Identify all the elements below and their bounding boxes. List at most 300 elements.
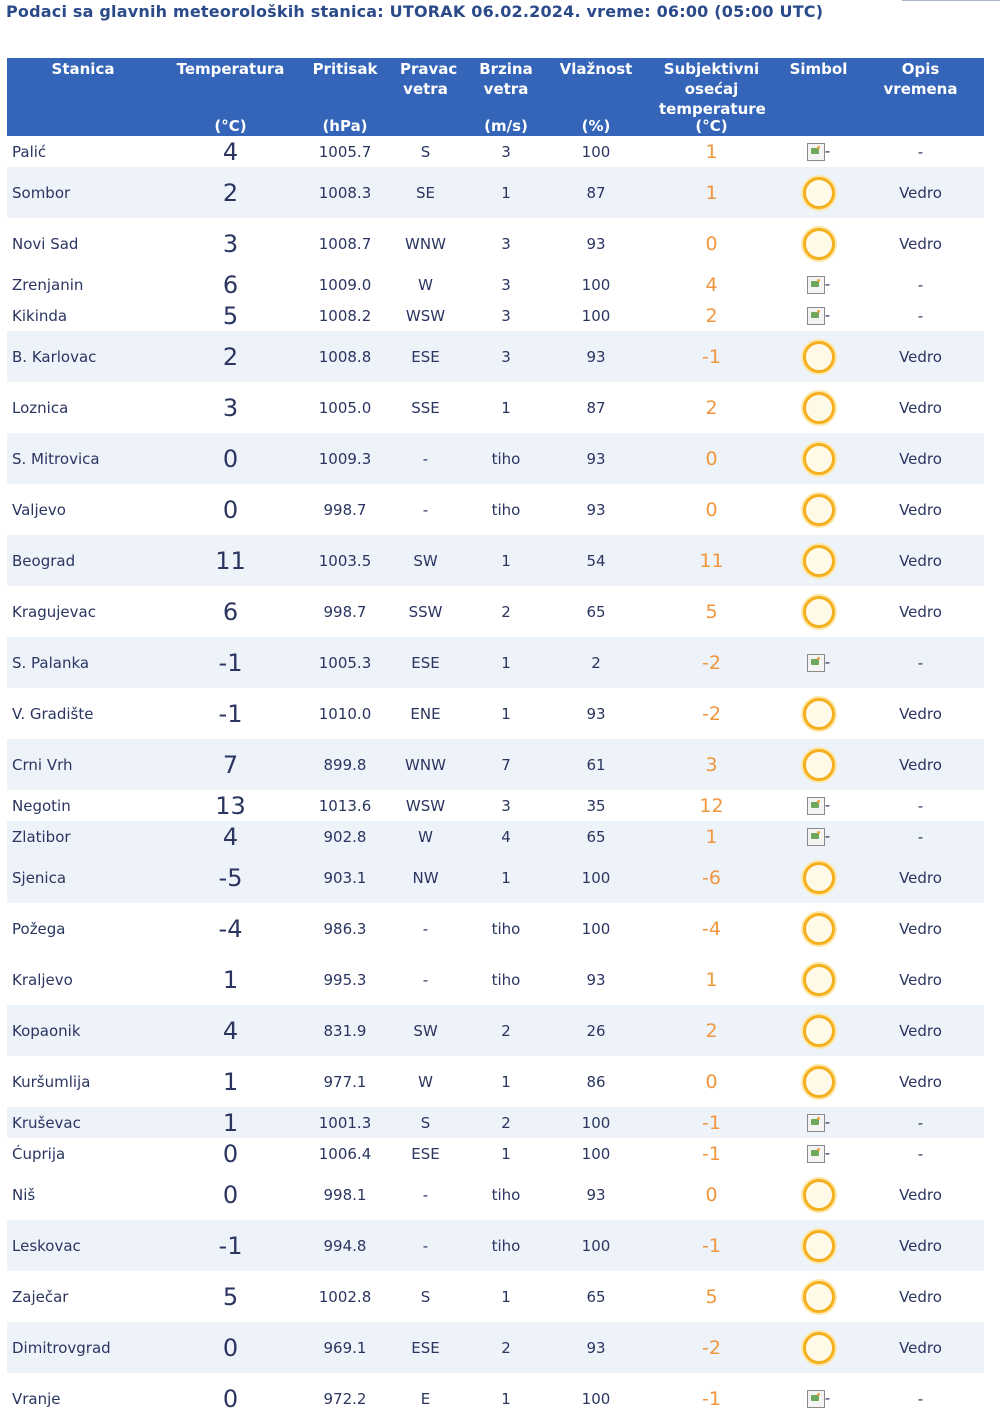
table-row bbox=[7, 637, 984, 688]
pressure-cell: 1008.2 bbox=[318, 306, 372, 325]
header-wind-speed: Brzina vetra (m/s) bbox=[463, 58, 549, 136]
header-temperature: Temperatura (°C) bbox=[159, 58, 302, 136]
symbol-cell bbox=[780, 300, 857, 331]
weather-stations-table bbox=[7, 58, 984, 1424]
humidity-cell: 87 bbox=[549, 167, 643, 218]
sun-icon bbox=[803, 913, 835, 945]
symbol-cell bbox=[780, 586, 857, 637]
wind-speed-cell: tiho bbox=[463, 433, 549, 484]
symbol-cell bbox=[780, 821, 857, 852]
pressure-cell: 998.7 bbox=[323, 500, 367, 519]
wind-speed-cell: tiho bbox=[491, 970, 521, 989]
pressure-cell: 902.8 bbox=[302, 821, 388, 852]
broken-image-icon bbox=[807, 276, 825, 294]
symbol-cell bbox=[780, 218, 857, 269]
description-cell: Vedro bbox=[857, 852, 984, 903]
temperature-cell: 0 bbox=[222, 1139, 239, 1168]
pressure-cell: 1008.3 bbox=[302, 167, 388, 218]
wind-speed-cell: 1 bbox=[463, 637, 549, 688]
table-row bbox=[7, 954, 984, 1005]
broken-image-icon bbox=[807, 307, 825, 325]
pressure-cell: 1009.3 bbox=[302, 433, 388, 484]
wind-speed-cell: 3 bbox=[501, 142, 511, 161]
table-row bbox=[7, 903, 984, 954]
humidity-cell: 65 bbox=[586, 1287, 606, 1306]
wind-direction-cell: S bbox=[420, 1287, 431, 1306]
symbol-cell bbox=[780, 1056, 857, 1107]
description-cell: Vedro bbox=[857, 535, 984, 586]
description-cell: Vedro bbox=[899, 398, 942, 417]
feels-like-cell: 11 bbox=[643, 535, 780, 586]
feels-like-cell: -1 bbox=[702, 1387, 721, 1410]
symbol-cell bbox=[780, 1107, 857, 1138]
symbol-alt-text: - bbox=[824, 653, 831, 672]
description-cell: Vedro bbox=[857, 1005, 984, 1056]
station-cell: S. Palanka bbox=[7, 637, 159, 688]
station-cell: Požega bbox=[12, 919, 66, 938]
symbol-cell bbox=[780, 739, 857, 790]
wind-direction-cell: SW bbox=[388, 535, 463, 586]
humidity-cell: 93 bbox=[586, 704, 606, 723]
description-cell: Vedro bbox=[857, 167, 984, 218]
description-cell: - bbox=[857, 1107, 984, 1138]
description-cell: - bbox=[917, 1389, 924, 1408]
description-cell: Vedro bbox=[899, 602, 942, 621]
station-cell: Kopaonik bbox=[7, 1005, 159, 1056]
humidity-cell: 100 bbox=[549, 1107, 643, 1138]
station-cell: V. Gradište bbox=[12, 704, 94, 723]
feels-like-cell: -1 bbox=[643, 331, 780, 382]
wind-direction-cell: ENE bbox=[410, 704, 441, 723]
humidity-cell: 65 bbox=[549, 821, 643, 852]
symbol-alt-text: - bbox=[824, 796, 831, 815]
symbol-alt-text: - bbox=[824, 306, 831, 325]
symbol-cell bbox=[780, 1373, 857, 1424]
table-row bbox=[7, 382, 984, 433]
wind-speed-cell: 1 bbox=[463, 852, 549, 903]
wind-speed-cell: 1 bbox=[501, 1389, 511, 1408]
table-row bbox=[7, 1107, 984, 1138]
wind-speed-cell: 1 bbox=[501, 398, 511, 417]
wind-direction-cell: SW bbox=[388, 1005, 463, 1056]
pressure-cell: 998.7 bbox=[323, 602, 367, 621]
header-description: Opis vremena bbox=[857, 58, 984, 136]
feels-like-cell: 2 bbox=[705, 396, 718, 419]
temperature-cell: -1 bbox=[218, 699, 243, 728]
temperature-cell: 2 bbox=[159, 331, 302, 382]
feels-like-cell: 4 bbox=[705, 273, 718, 296]
wind-direction-cell: ESE bbox=[388, 1322, 463, 1373]
pressure-cell: 977.1 bbox=[323, 1072, 367, 1091]
table-row bbox=[7, 739, 984, 790]
wind-direction-cell: SSW bbox=[408, 602, 443, 621]
sun-icon bbox=[803, 1332, 835, 1364]
description-cell: Vedro bbox=[899, 704, 942, 723]
feels-like-cell: 3 bbox=[643, 739, 780, 790]
sun-icon bbox=[803, 1066, 835, 1098]
table-body bbox=[7, 136, 984, 1424]
wind-speed-cell: 1 bbox=[463, 535, 549, 586]
description-cell: Vedro bbox=[857, 1322, 984, 1373]
wind-direction-cell: W bbox=[418, 275, 433, 294]
feels-like-cell: 5 bbox=[705, 600, 718, 623]
wind-speed-cell: 1 bbox=[463, 167, 549, 218]
symbol-cell bbox=[780, 903, 857, 954]
wind-direction-cell: ESE bbox=[388, 331, 463, 382]
humidity-cell: 100 bbox=[581, 275, 611, 294]
station-cell: Zlatibor bbox=[7, 821, 159, 852]
wind-speed-cell: 3 bbox=[501, 234, 511, 253]
humidity-cell: 87 bbox=[586, 398, 606, 417]
table-row bbox=[7, 1169, 984, 1220]
wind-direction-cell: - bbox=[388, 433, 463, 484]
table-row bbox=[7, 535, 984, 586]
station-cell: Sombor bbox=[7, 167, 159, 218]
broken-image-icon bbox=[807, 143, 825, 161]
wind-speed-cell: 2 bbox=[501, 602, 511, 621]
wind-speed-cell: tiho bbox=[491, 500, 521, 519]
humidity-cell: 93 bbox=[586, 234, 606, 253]
table-row bbox=[7, 790, 984, 821]
temperature-cell: -5 bbox=[159, 852, 302, 903]
description-cell: Vedro bbox=[899, 1287, 942, 1306]
table-row bbox=[7, 1322, 984, 1373]
feels-like-cell: 0 bbox=[705, 498, 718, 521]
pressure-cell: 1002.8 bbox=[318, 1287, 372, 1306]
station-cell: Palić bbox=[12, 142, 47, 161]
temperature-cell: -1 bbox=[159, 1220, 302, 1271]
top-divider bbox=[902, 0, 1000, 1]
sun-icon bbox=[803, 392, 835, 424]
temperature-cell: 3 bbox=[222, 393, 239, 422]
wind-direction-cell: S bbox=[388, 1107, 463, 1138]
symbol-alt-text: - bbox=[824, 275, 831, 294]
wind-speed-cell: 3 bbox=[501, 275, 511, 294]
header-wind-direction: Pravac vetra bbox=[388, 58, 463, 136]
wind-speed-cell: 3 bbox=[501, 796, 511, 815]
wind-speed-cell: 2 bbox=[463, 1107, 549, 1138]
symbol-cell bbox=[780, 637, 857, 688]
feels-like-cell: -2 bbox=[643, 637, 780, 688]
feels-like-cell: 2 bbox=[643, 1005, 780, 1056]
station-cell: Kuršumlija bbox=[12, 1072, 91, 1091]
wind-direction-cell: - bbox=[422, 500, 429, 519]
feels-like-cell: -1 bbox=[643, 1220, 780, 1271]
description-cell: - bbox=[917, 142, 924, 161]
pressure-cell: 831.9 bbox=[302, 1005, 388, 1056]
sun-icon bbox=[803, 1281, 835, 1313]
wind-direction-cell: SSE bbox=[411, 398, 440, 417]
broken-image-icon bbox=[807, 1145, 825, 1163]
symbol-alt-text: - bbox=[824, 827, 831, 846]
temperature-cell: 4 bbox=[159, 821, 302, 852]
temperature-cell: 4 bbox=[159, 1005, 302, 1056]
feels-like-cell: -1 bbox=[702, 1142, 721, 1165]
table-row bbox=[7, 331, 984, 382]
wind-direction-cell: - bbox=[422, 970, 429, 989]
temperature-cell: 13 bbox=[215, 791, 246, 820]
pressure-cell: 994.8 bbox=[302, 1220, 388, 1271]
wind-direction-cell: W bbox=[418, 1072, 433, 1091]
symbol-cell bbox=[780, 1138, 857, 1169]
table-row bbox=[7, 1056, 984, 1107]
symbol-cell bbox=[780, 535, 857, 586]
wind-direction-cell: WSW bbox=[405, 796, 446, 815]
humidity-cell: 93 bbox=[586, 970, 606, 989]
symbol-cell bbox=[780, 433, 857, 484]
wind-direction-cell: E bbox=[420, 1389, 431, 1408]
broken-image-icon bbox=[807, 1390, 825, 1408]
pressure-cell: 1003.5 bbox=[302, 535, 388, 586]
sun-icon bbox=[803, 341, 835, 373]
feels-like-cell: 1 bbox=[705, 968, 718, 991]
temperature-cell: -1 bbox=[159, 637, 302, 688]
station-cell: Zaječar bbox=[12, 1287, 69, 1306]
symbol-cell bbox=[780, 382, 857, 433]
station-cell: Zrenjanin bbox=[12, 275, 84, 294]
symbol-cell bbox=[780, 688, 857, 739]
humidity-cell: 65 bbox=[586, 602, 606, 621]
symbol-cell bbox=[780, 790, 857, 821]
description-cell: - bbox=[917, 796, 924, 815]
temperature-cell: 0 bbox=[159, 433, 302, 484]
table-row bbox=[7, 269, 984, 300]
station-cell: Leskovac bbox=[7, 1220, 159, 1271]
table-row bbox=[7, 433, 984, 484]
description-cell: Vedro bbox=[899, 919, 942, 938]
feels-like-cell: 0 bbox=[643, 433, 780, 484]
pressure-cell: 903.1 bbox=[302, 852, 388, 903]
temperature-cell: 1 bbox=[222, 965, 239, 994]
description-cell: Vedro bbox=[899, 1072, 942, 1091]
table-row bbox=[7, 688, 984, 739]
sun-icon bbox=[803, 1179, 835, 1211]
wind-direction-cell: SE bbox=[388, 167, 463, 218]
description-cell: Vedro bbox=[899, 500, 942, 519]
pressure-cell: 986.3 bbox=[323, 919, 367, 938]
feels-like-cell: -2 bbox=[643, 1322, 780, 1373]
feels-like-cell: 5 bbox=[705, 1285, 718, 1308]
table-row bbox=[7, 1220, 984, 1271]
temperature-cell: -4 bbox=[218, 914, 243, 943]
station-cell: Beograd bbox=[7, 535, 159, 586]
sun-icon bbox=[803, 494, 835, 526]
station-cell: Kruševac bbox=[7, 1107, 159, 1138]
humidity-cell: 93 bbox=[586, 1185, 606, 1204]
station-cell: Dimitrovgrad bbox=[7, 1322, 159, 1373]
wind-direction-cell: - bbox=[422, 1185, 429, 1204]
broken-image-icon bbox=[807, 828, 825, 846]
feels-like-cell: 12 bbox=[699, 794, 724, 817]
table-row bbox=[7, 1271, 984, 1322]
description-cell: Vedro bbox=[899, 234, 942, 253]
station-cell: Negotin bbox=[12, 796, 71, 815]
description-cell: - bbox=[857, 821, 984, 852]
pressure-cell: 1010.0 bbox=[318, 704, 372, 723]
feels-like-cell: 1 bbox=[705, 140, 718, 163]
temperature-cell: 6 bbox=[222, 270, 239, 299]
station-cell: Niš bbox=[12, 1185, 36, 1204]
description-cell: Vedro bbox=[899, 970, 942, 989]
station-cell: Kraljevo bbox=[12, 970, 73, 989]
symbol-cell bbox=[780, 331, 857, 382]
feels-like-cell: 0 bbox=[705, 1070, 718, 1093]
table-row bbox=[7, 821, 984, 852]
wind-direction-cell: ESE bbox=[411, 1144, 440, 1163]
description-cell: - bbox=[917, 1144, 924, 1163]
wind-direction-cell: WNW bbox=[405, 234, 446, 253]
humidity-cell: 100 bbox=[581, 919, 611, 938]
pressure-cell: 1001.3 bbox=[302, 1107, 388, 1138]
wind-speed-cell: 4 bbox=[463, 821, 549, 852]
symbol-cell bbox=[780, 136, 857, 167]
table-row bbox=[7, 218, 984, 269]
symbol-cell bbox=[780, 484, 857, 535]
wind-direction-cell: WNW bbox=[388, 739, 463, 790]
pressure-cell: 1009.0 bbox=[318, 275, 372, 294]
sun-icon bbox=[803, 596, 835, 628]
wind-speed-cell: 7 bbox=[463, 739, 549, 790]
humidity-cell: 100 bbox=[581, 306, 611, 325]
table-row bbox=[7, 300, 984, 331]
wind-speed-cell: 2 bbox=[463, 1322, 549, 1373]
table-row bbox=[7, 136, 984, 167]
description-cell: - bbox=[917, 306, 924, 325]
humidity-cell: 93 bbox=[549, 331, 643, 382]
symbol-cell bbox=[780, 1005, 857, 1056]
sun-icon bbox=[803, 964, 835, 996]
sun-icon bbox=[803, 177, 835, 209]
wind-speed-cell: 1 bbox=[501, 1144, 511, 1163]
broken-image-icon bbox=[807, 797, 825, 815]
wind-direction-cell: W bbox=[388, 821, 463, 852]
temperature-cell: 5 bbox=[222, 1282, 239, 1311]
humidity-cell: 93 bbox=[549, 433, 643, 484]
description-cell: - bbox=[917, 275, 924, 294]
temperature-cell: 0 bbox=[222, 1180, 239, 1209]
feels-like-cell: 2 bbox=[705, 304, 718, 327]
table-row bbox=[7, 484, 984, 535]
temperature-cell: 1 bbox=[222, 1067, 239, 1096]
humidity-cell: 93 bbox=[586, 500, 606, 519]
sun-icon bbox=[803, 545, 835, 577]
station-cell: Vranje bbox=[12, 1389, 61, 1408]
symbol-alt-text: - bbox=[824, 142, 831, 161]
humidity-cell: 100 bbox=[581, 1389, 611, 1408]
sun-icon bbox=[803, 1230, 835, 1262]
temperature-cell: 3 bbox=[222, 229, 239, 258]
pressure-cell: 1008.7 bbox=[318, 234, 372, 253]
symbol-alt-text: - bbox=[824, 1389, 831, 1408]
wind-direction-cell: NW bbox=[388, 852, 463, 903]
symbol-cell bbox=[780, 852, 857, 903]
sun-icon bbox=[803, 228, 835, 260]
humidity-cell: 100 bbox=[549, 852, 643, 903]
broken-image-icon bbox=[807, 654, 825, 672]
wind-direction-cell: S bbox=[420, 142, 431, 161]
description-cell: Vedro bbox=[857, 433, 984, 484]
temperature-cell: 11 bbox=[159, 535, 302, 586]
pressure-cell: 899.8 bbox=[302, 739, 388, 790]
station-cell: S. Mitrovica bbox=[7, 433, 159, 484]
wind-speed-cell: 2 bbox=[463, 1005, 549, 1056]
table-row bbox=[7, 1005, 984, 1056]
symbol-alt-text: - bbox=[824, 1144, 831, 1163]
wind-speed-cell: tiho bbox=[491, 1185, 521, 1204]
wind-direction-cell: - bbox=[422, 919, 429, 938]
station-cell: Ćuprija bbox=[12, 1144, 66, 1163]
header-symbol: Simbol bbox=[780, 58, 857, 136]
table-row bbox=[7, 1373, 984, 1424]
description-cell: - bbox=[857, 637, 984, 688]
table-row bbox=[7, 586, 984, 637]
broken-image-icon bbox=[807, 1114, 825, 1132]
wind-speed-cell: 1 bbox=[501, 704, 511, 723]
temperature-cell: 0 bbox=[222, 1384, 239, 1413]
humidity-cell: 100 bbox=[581, 142, 611, 161]
pressure-cell: 1005.3 bbox=[302, 637, 388, 688]
wind-speed-cell: tiho bbox=[463, 1220, 549, 1271]
pressure-cell: 998.1 bbox=[323, 1185, 367, 1204]
wind-speed-cell: 1 bbox=[501, 1287, 511, 1306]
header-pressure: Pritisak (hPa) bbox=[302, 58, 388, 136]
pressure-cell: 972.2 bbox=[323, 1389, 367, 1408]
wind-speed-cell: 3 bbox=[501, 306, 511, 325]
humidity-cell: 86 bbox=[586, 1072, 606, 1091]
table-row bbox=[7, 167, 984, 218]
feels-like-cell: -6 bbox=[643, 852, 780, 903]
humidity-cell: 2 bbox=[549, 637, 643, 688]
page-title: Podaci sa glavnih meteoroloških stanica: UTORAK 06.02.2024. vreme: 06:00 (05:00 UTC) bbox=[6, 2, 824, 21]
symbol-cell bbox=[780, 1220, 857, 1271]
temperature-cell: 6 bbox=[222, 597, 239, 626]
humidity-cell: 35 bbox=[586, 796, 606, 815]
humidity-cell: 61 bbox=[549, 739, 643, 790]
station-cell: Kragujevac bbox=[12, 602, 96, 621]
pressure-cell: 1005.0 bbox=[318, 398, 372, 417]
pressure-cell: 969.1 bbox=[302, 1322, 388, 1373]
station-cell: Crni Vrh bbox=[7, 739, 159, 790]
description-cell: Vedro bbox=[857, 739, 984, 790]
symbol-cell bbox=[780, 167, 857, 218]
table-header-row bbox=[7, 58, 984, 136]
table-row bbox=[7, 852, 984, 903]
pressure-cell: 1005.7 bbox=[318, 142, 372, 161]
wind-speed-cell: 3 bbox=[463, 331, 549, 382]
humidity-cell: 54 bbox=[549, 535, 643, 586]
temperature-cell: 2 bbox=[159, 167, 302, 218]
temperature-cell: 4 bbox=[222, 137, 239, 166]
feels-like-cell: 0 bbox=[705, 232, 718, 255]
wind-direction-cell: - bbox=[388, 1220, 463, 1271]
station-cell: Kikinda bbox=[12, 306, 68, 325]
temperature-cell: 0 bbox=[222, 495, 239, 524]
pressure-cell: 1006.4 bbox=[318, 1144, 372, 1163]
feels-like-cell: 0 bbox=[705, 1183, 718, 1206]
description-cell: Vedro bbox=[857, 1220, 984, 1271]
feels-like-cell: -2 bbox=[702, 702, 721, 725]
humidity-cell: 26 bbox=[549, 1005, 643, 1056]
wind-direction-cell: ESE bbox=[388, 637, 463, 688]
symbol-cell bbox=[780, 1271, 857, 1322]
header-humidity: Vlažnost (%) bbox=[549, 58, 643, 136]
table-row bbox=[7, 1138, 984, 1169]
feels-like-cell: -1 bbox=[643, 1107, 780, 1138]
humidity-cell: 100 bbox=[581, 1144, 611, 1163]
humidity-cell: 93 bbox=[549, 1322, 643, 1373]
station-cell: Novi Sad bbox=[12, 234, 79, 253]
description-cell: Vedro bbox=[857, 331, 984, 382]
